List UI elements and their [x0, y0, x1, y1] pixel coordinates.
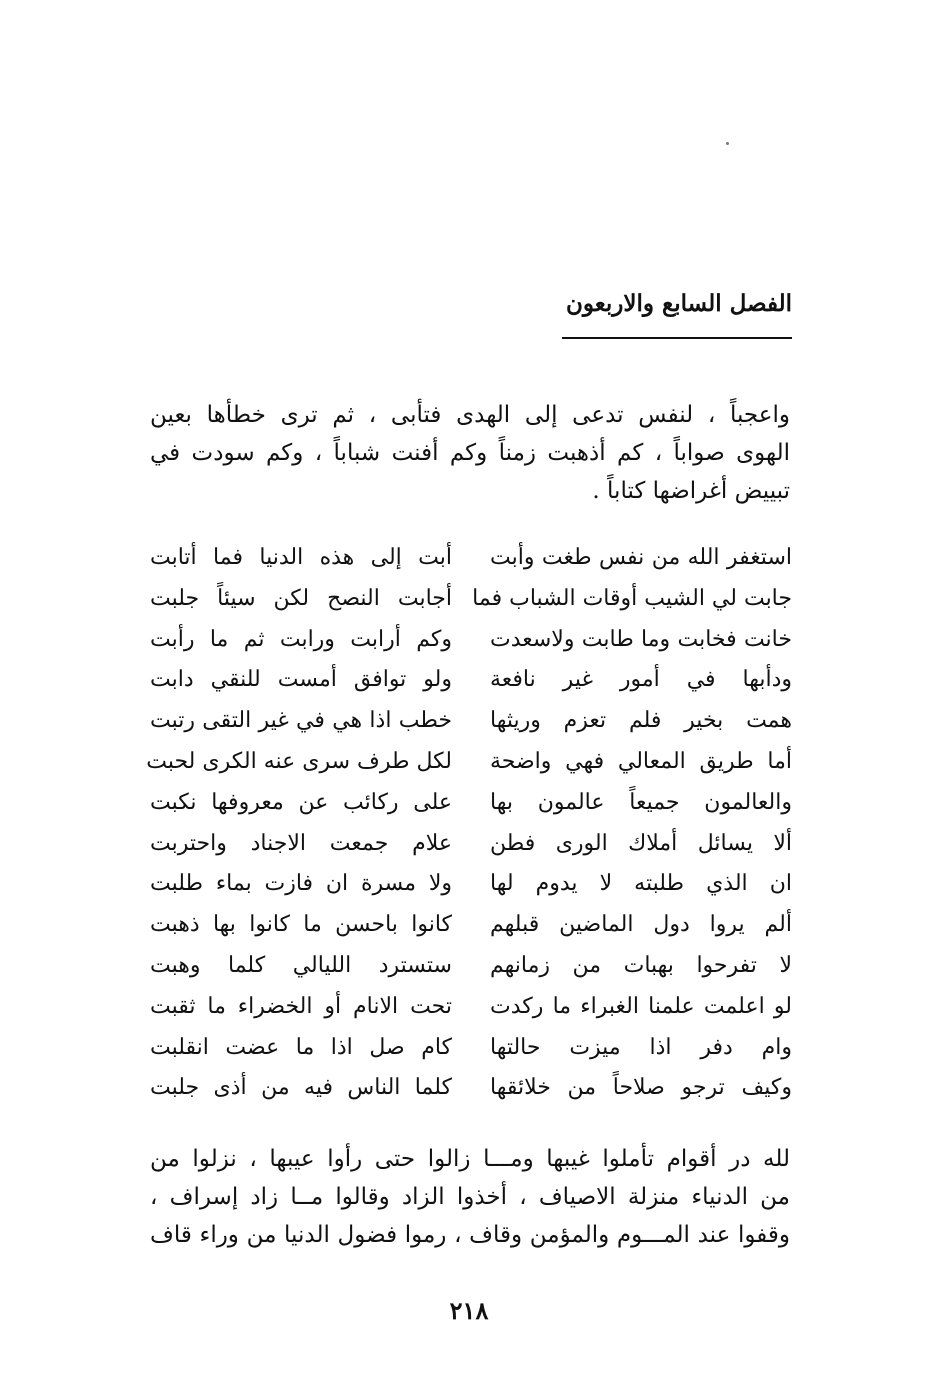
- verse-second-hemistich: كانوا باحسن ما كانوا بها ذهبت: [150, 912, 452, 938]
- ink-speck: [726, 142, 729, 145]
- verse-second-hemistich: كام صل اذا ما عضت انقلبت: [150, 1034, 452, 1060]
- verse-first-hemistich: همت بخير فلم تعزم وريثها: [490, 708, 792, 734]
- closing-line: لله در أقوام تأملوا غيبها ومـــا زالوا حتى رأوا عيبها ، نزلوا من: [150, 1146, 790, 1172]
- verse-first-hemistich: ان الذي طلبته لا يدوم لها: [490, 871, 792, 897]
- verse-first-hemistich: خانت فخابت وما طابت ولاسعدت: [490, 626, 792, 652]
- verse-second-hemistich: ولو توافق أمست للنقي دابت: [150, 667, 452, 693]
- chapter-title: الفصل السابع والاربعون: [566, 290, 792, 317]
- page-number: ٢١٨: [449, 1296, 489, 1325]
- verse-second-hemistich: خطب اذا هي في غير التقى رتبت: [150, 708, 452, 734]
- verse-second-hemistich: أجابت النصح لكن سيئاً جلبت: [150, 585, 452, 611]
- intro-paragraph: [150, 396, 790, 510]
- closing-paragraph: [150, 1140, 790, 1254]
- intro-line: واعجباً ، لنفس تدعى إلى الهدى فتأبى ، ثم ترى خطأها بعين: [150, 402, 790, 428]
- verse-first-hemistich: وكيف ترجو صلاحاً من خلائقها: [490, 1075, 792, 1101]
- verse-first-hemistich: جابت لي الشيب أوقات الشباب فما: [472, 585, 792, 611]
- verse-first-hemistich: ألم يروا دول الماضين قبلهم: [490, 912, 792, 938]
- intro-line: تبييض أغراضها كتاباً .: [592, 478, 790, 504]
- verse-first-hemistich: لو اعلمت علمنا الغبراء ما ركدت: [490, 993, 792, 1019]
- verse-second-hemistich: كلما الناس فيه من أذى جلبت: [150, 1075, 452, 1101]
- title-underline: [562, 337, 792, 339]
- verse-second-hemistich: وكم أرابت ورابت ثم ما رأبت: [150, 626, 452, 652]
- poem-column-first-hemistichs: [472, 538, 792, 1109]
- verse-first-hemistich: لا تفرحوا بهبات من زمانهم: [490, 952, 792, 978]
- verse-second-hemistich: علام جمعت الاجناد واحتربت: [150, 830, 452, 856]
- verse-first-hemistich: وام دفر اذا ميزت حالتها: [490, 1034, 792, 1060]
- verse-second-hemistich: أبت إلى هذه الدنيا فما أتابت: [150, 545, 452, 570]
- verse-second-hemistich: ستسترد الليالي كلما وهبت: [150, 952, 452, 978]
- verse-first-hemistich: استغفر الله من نفس طغت وأبت: [490, 545, 792, 570]
- verse-second-hemistich: ولا مسرة ان فازت بماء طلبت: [150, 871, 452, 897]
- poem-column-second-hemistichs: [146, 538, 452, 1109]
- verse-first-hemistich: والعالمون جميعاً عالمون بها: [490, 789, 792, 815]
- poem: [146, 538, 792, 1110]
- verse-first-hemistich: ودأبها في أمور غير نافعة: [490, 667, 792, 693]
- verse-second-hemistich: لكل طرف سرى عنه الكرى لحبت: [146, 748, 452, 774]
- verse-second-hemistich: على ركائب عن معروفها نكبت: [150, 789, 452, 815]
- closing-line: وقفوا عند المـــوم والمؤمن وقاف ، رموا فضول الدنيا من وراء قاف: [150, 1222, 790, 1248]
- verse-second-hemistich: تحت الانام أو الخضراء ما ثقبت: [150, 993, 452, 1019]
- closing-line: من الدنياء منزلة الاصياف ، أخذوا الزاد وقالوا مــا زاد إسراف ،: [150, 1184, 790, 1210]
- intro-line: الهوى صواباً ، كم أذهبت زمناً وكم أفنت شباباً ، وكم سودت في: [150, 440, 790, 466]
- verse-first-hemistich: ألا يسائل أملاك الورى فطن: [490, 830, 792, 856]
- verse-first-hemistich: أما طريق المعالي فهي واضحة: [490, 748, 792, 774]
